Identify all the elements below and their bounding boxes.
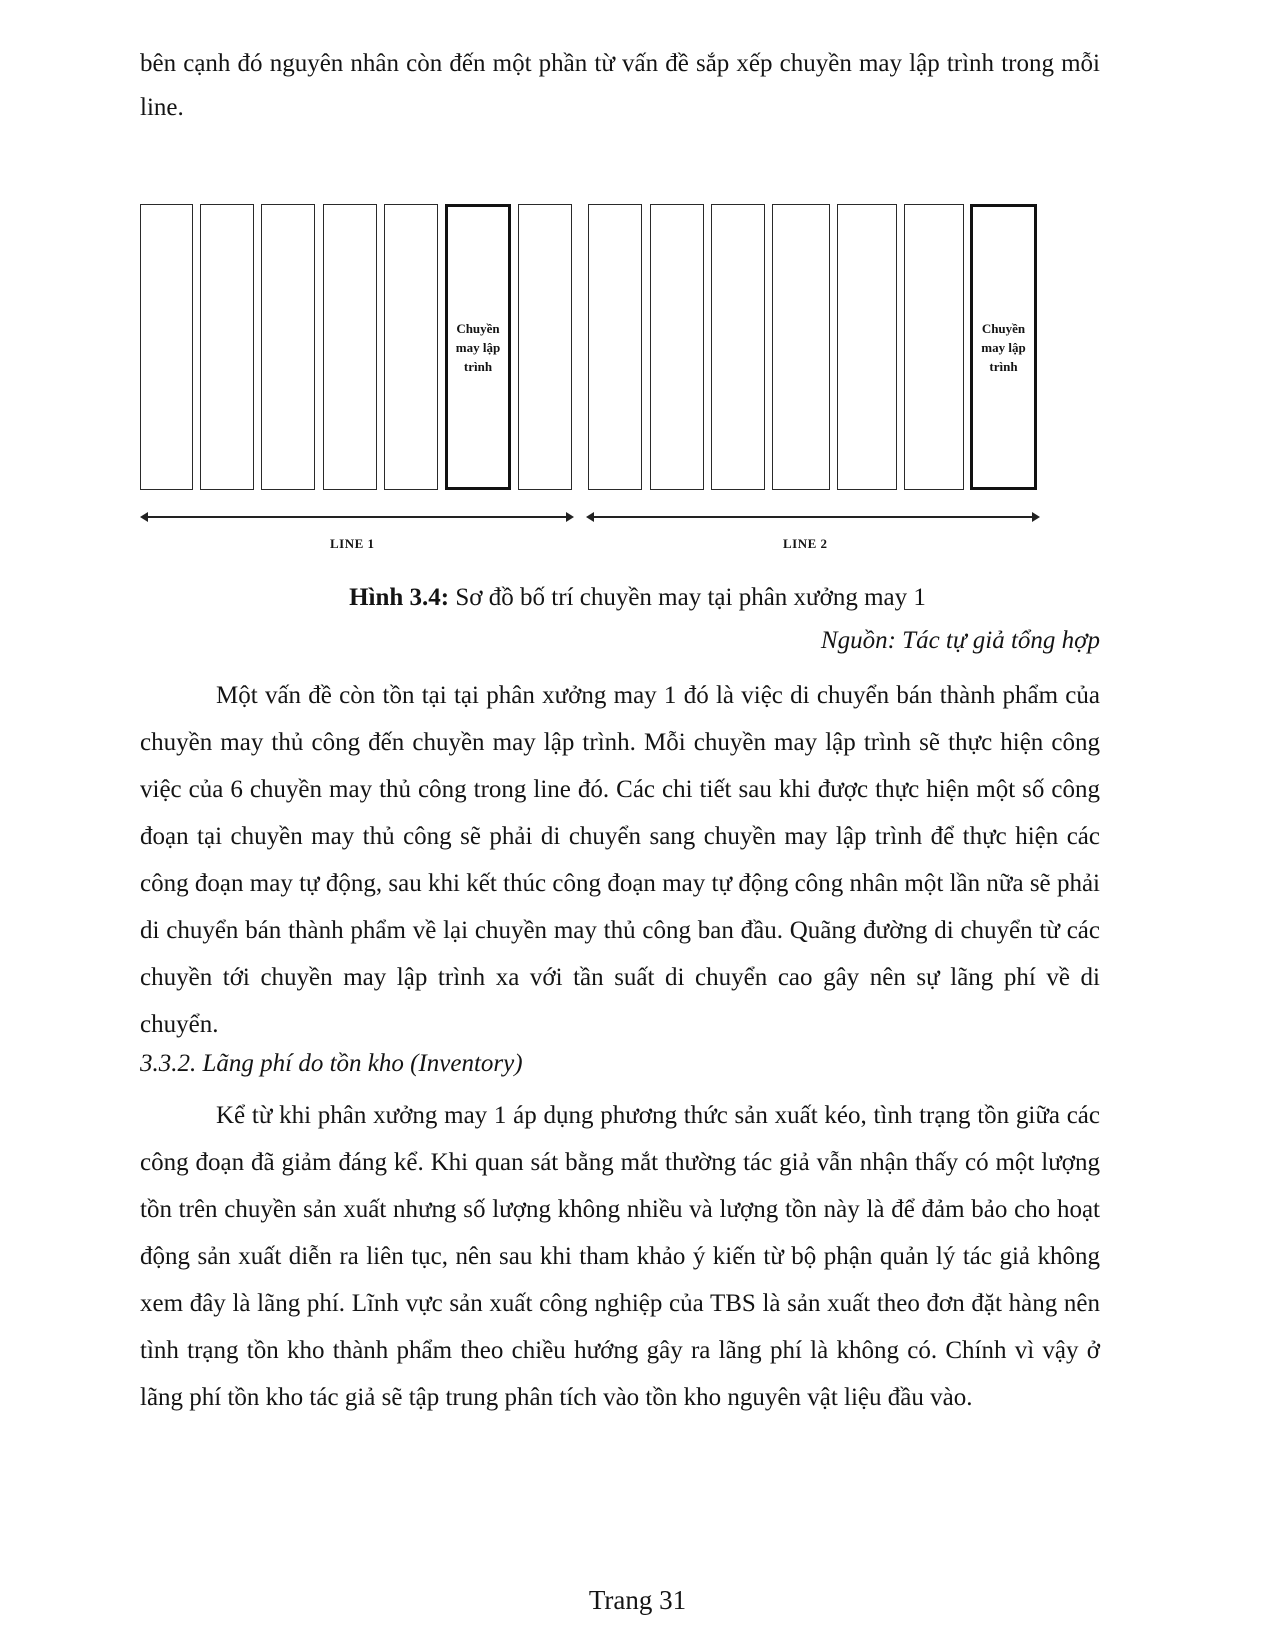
line2-span-arrow [588, 516, 1038, 518]
sewing-line-diagram [140, 204, 1090, 554]
line2-station-3 [711, 204, 765, 490]
line2-label: LINE 2 [783, 536, 828, 551]
line2-station-4 [772, 204, 830, 490]
line2-programmed-station [970, 204, 1037, 490]
line1-station-1 [140, 204, 193, 490]
figure-caption [0, 584, 1275, 612]
line1-station-2 [200, 204, 254, 490]
line2-station-6 [904, 204, 964, 490]
line1-label: LINE 1 [330, 536, 375, 551]
paragraph-intro: bên cạnh đó nguyên nhân còn đến một phần từ vấn đề sắp xếp chuyền may lập trình trong mỗi line. [140, 50, 1100, 121]
line1-station-5 [384, 204, 438, 490]
figure-source: Nguồn: Tác tự giả tổng hợp [820, 627, 1100, 654]
line1-programmed-station [445, 204, 511, 490]
figure-caption-text: Sơ đồ bố trí chuyền may tại phân xưởng may 1 [449, 584, 926, 611]
line1-station-6 [518, 204, 572, 490]
line1-station-3 [261, 204, 315, 490]
page-number: Trang 31 [588, 1585, 687, 1615]
line1-station-4 [323, 204, 377, 490]
line2-station-2 [650, 204, 704, 490]
programmed-station-label: Chuyền may lập trình [981, 321, 1026, 374]
programmed-station-label: Chuyền may lập trình [455, 321, 501, 374]
paragraph-inventory-waste: Kể từ khi phân xưởng may 1 áp dụng phương thức sản xuất kéo, tình trạng tồn giữa các công đoạn đã giảm đáng kể. Khi quan sát bằng mắt thường tác giả vẫn nhận thấy có một lượng tồn trên chuyền sản xuất nhưng số lượng không nhiều và lượng tồn này là để đảm bảo cho hoạt động sản xuất diễn ra liên tục, nên sau khi tham khảo ý kiến từ bộ phận quản lý tác giả không xem đây là lãng phí. Lĩnh vực sản xuất công nghiệp của TBS là sản xuất theo đơn đặt hàng nên tình trạng tồn kho thành phẩm theo chiều hướng gây ra lãng phí là không có. Chính vì vậy ở lãng phí tồn kho tác giả sẽ tập trung phân tích vào tồn kho nguyên vật liệu đầu vào. [140, 1102, 1100, 1411]
line1-span-arrow [142, 516, 572, 518]
figure-caption-label: Hình 3.4: [349, 584, 450, 611]
section-heading: 3.3.2. Lãng phí do tồn kho (Inventory) [140, 1050, 523, 1077]
line2-station-5 [837, 204, 897, 490]
line2-station-1 [588, 204, 642, 490]
paragraph-movement-waste: Một vấn đề còn tồn tại tại phân xưởng may 1 đó là việc di chuyển bán thành phẩm của chuyền may thủ công đến chuyền may lập trình. Mỗi chuyền may lập trình sẽ thực hiện công việc của 6 chuyền may thủ công trong line đó. Các chi tiết sau khi được thực hiện một số công đoạn tại chuyền may thủ công sẽ phải di chuyển sang chuyền may lập trình để thực hiện các công đoạn may tự động, sau khi kết thúc công đoạn may tự động công nhân một lần nữa sẽ phải di chuyển bán thành phẩm về lại chuyền may thủ công ban đầu. Quãng đường di chuyển từ các chuyền tới chuyền may lập trình xa với tần suất di chuyển cao gây nên sự lãng phí về di chuyển. [140, 682, 1100, 1038]
